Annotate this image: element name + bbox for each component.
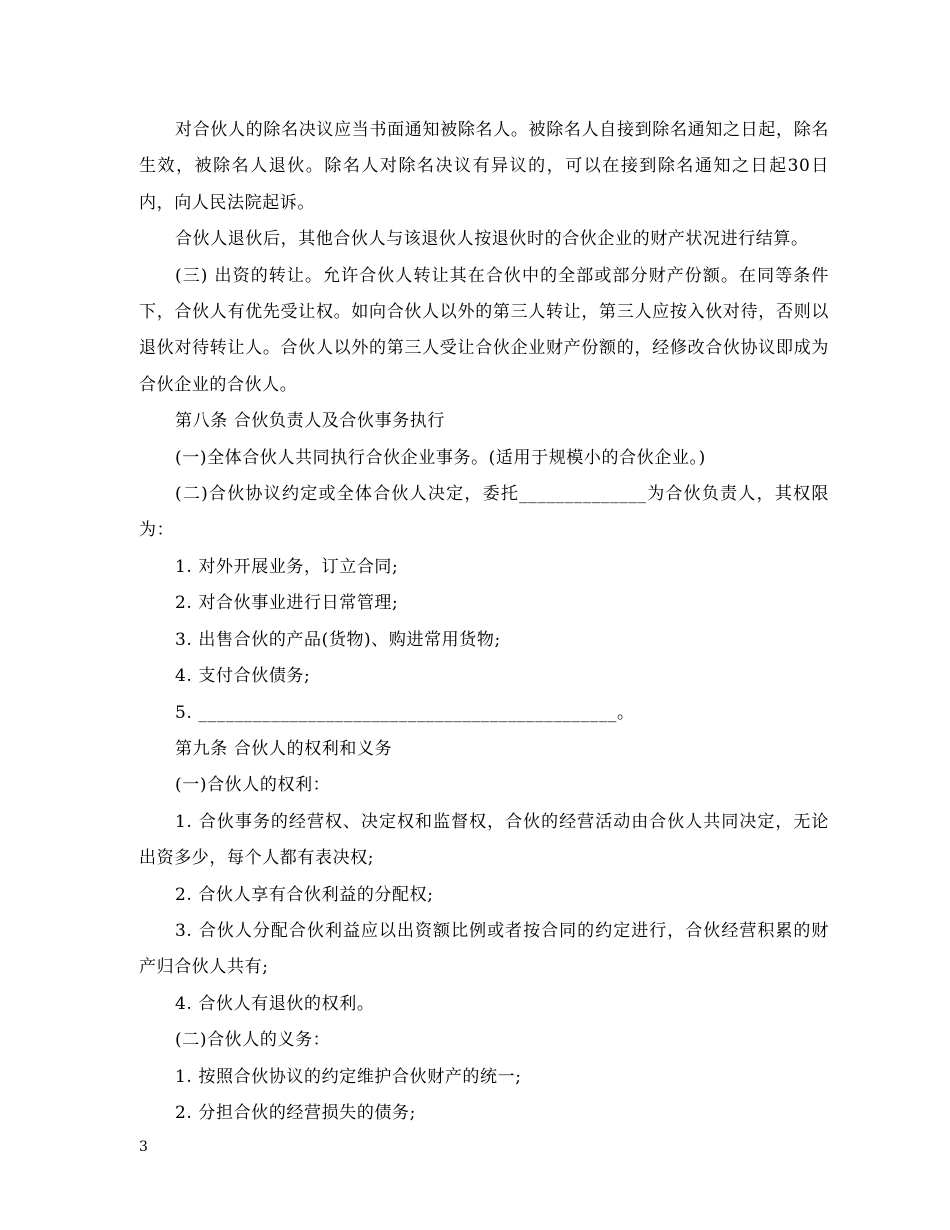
- article-8-item-1: (一)全体合伙人共同执行合伙企业事务。(适用于规模小的合伙企业。): [175, 447, 706, 468]
- rights-item-4: 4. 合伙人有退伙的权利。: [175, 993, 375, 1014]
- obligations-item-2: 2. 分担合伙的经营损失的债务;: [175, 1102, 416, 1123]
- authority-item-2: 2. 对合伙事业进行日常管理;: [175, 593, 399, 614]
- rights-item-3: 3. 合伙人分配合伙利益应以出资额比例或者按合同的约定进行，合伙经营积累的财产归合伙人共有;: [139, 920, 829, 978]
- article-8-heading: 第八条 合伙负责人及合伙事务执行: [175, 411, 446, 432]
- rights-item-1: 1. 合伙事务的经营权、决定权和监督权，合伙的经营活动由合伙人共同决定，无论出资多少，每个人都有表决权;: [139, 811, 829, 869]
- obligations-heading: (二)合伙人的义务：: [175, 1030, 331, 1051]
- paragraph-settlement: 合伙人退伙后，其他合伙人与该退伙人按退伙时的合伙企业的财产状况进行结算。: [175, 229, 809, 250]
- rights-heading: (一)合伙人的权利：: [175, 775, 331, 796]
- article-8-item-2: (二)合伙协议约定或全体合伙人决定，委托______________为合伙负责人，其权限为：: [139, 484, 829, 541]
- authority-item-4: 4. 支付合伙债务;: [175, 666, 311, 687]
- rights-item-2: 2. 合伙人享有合伙利益的分配权;: [175, 884, 434, 905]
- paragraph-expulsion-notice: 对合伙人的除名决议应当书面通知被除名人。被除名人自接到除名通知之日起，除名生效，被除名人退伙。除名人对除名决议有异议的，可以在接到除名通知之日起30日内，向人民法院起诉。: [139, 120, 829, 213]
- authority-item-3: 3. 出售合伙的产品(货物)、购进常用货物;: [175, 629, 501, 650]
- authority-item-1: 1. 对外开展业务，订立合同;: [175, 556, 399, 577]
- page-number: 3: [139, 1139, 148, 1155]
- document-body: [139, 112, 829, 1131]
- obligations-item-1: 1. 按照合伙协议的约定维护合伙财产的统一;: [175, 1066, 522, 1087]
- article-9-heading: 第九条 合伙人的权利和义务: [175, 738, 393, 759]
- paragraph-capital-transfer: (三) 出资的转让。允许合伙人转让其在合伙中的全部或部分财产份额。在同等条件下，合伙人有优先受让权。如向合伙人以外的第三人转让，第三人应按入伙对待，否则以退伙对待转让人。合伙人以外的第三人受让合伙企业财产份额的，经修改合伙协议即成为合伙企业的合伙人。: [139, 265, 829, 395]
- authority-item-5: 5. ______________________________________________。: [175, 702, 635, 723]
